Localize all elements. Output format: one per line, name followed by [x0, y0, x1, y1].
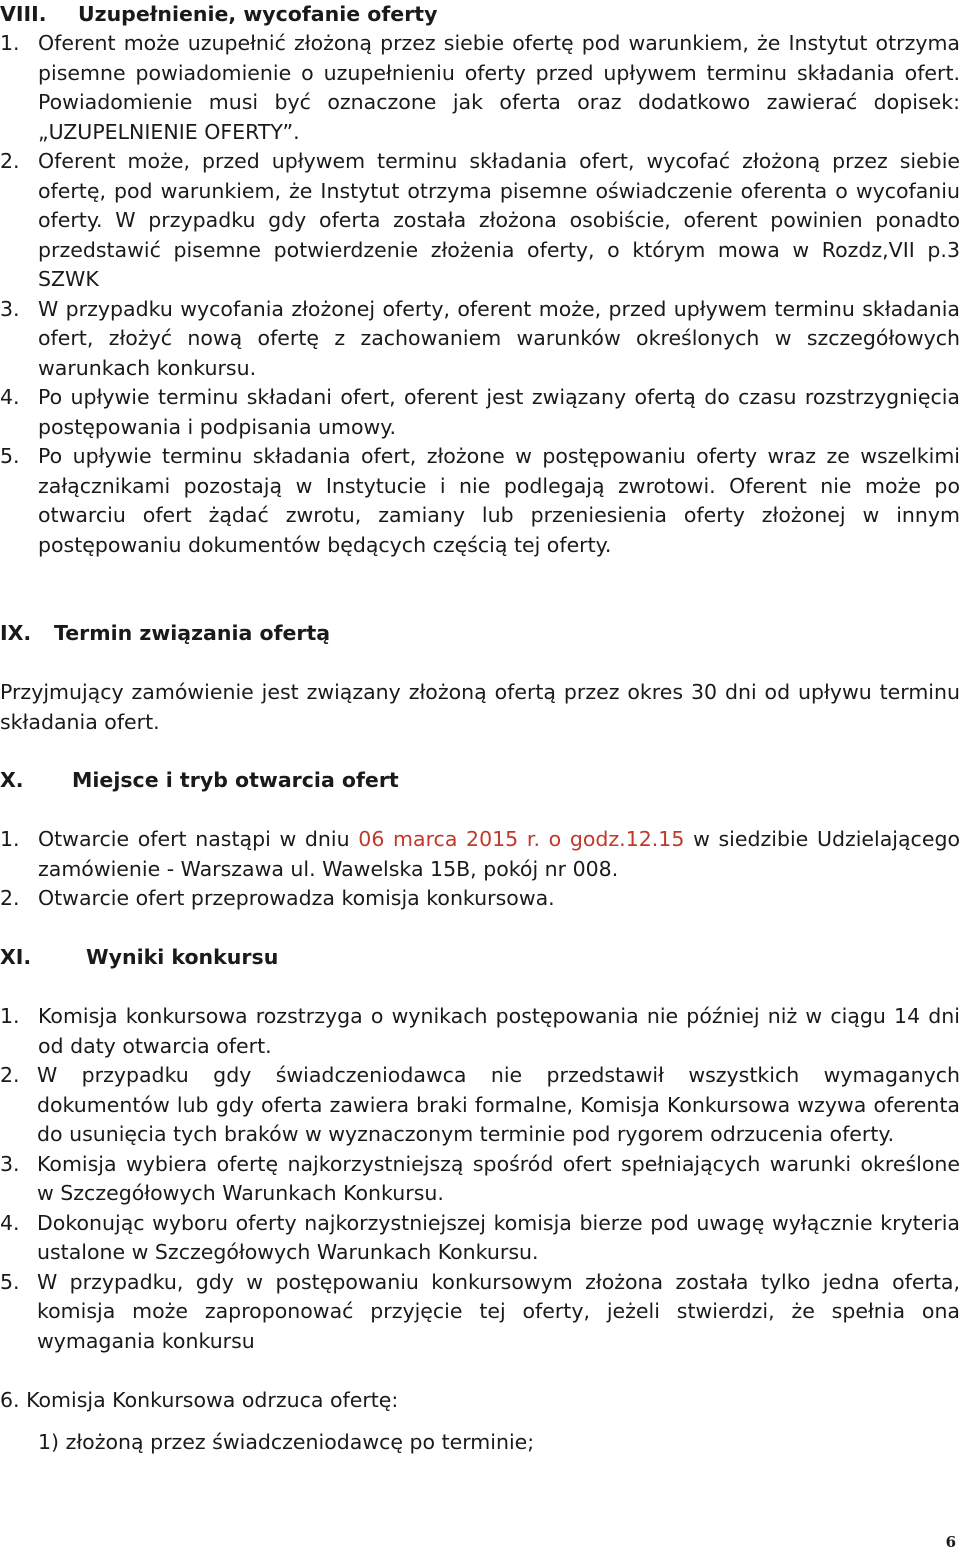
item-text: Oferent może, przed upływem terminu składania ofert, wycofać złożoną przez siebie ofertę, pod warunkiem, że Instytut otrzyma pisemne oświadczenie oferenta o wycofaniu oferty. W przypadku gdy oferta została złożona osobiście, oferent powinien ponadto przedstawić pisemne potwierdzenie złożenia oferty, o którym mowa w Rozdz,VII p.3 SZWK: [38, 149, 960, 291]
item-number: 2.: [0, 149, 20, 173]
item-number: 1.: [0, 1004, 20, 1028]
item-text: W przypadku gdy świadczeniodawca nie przedstawił wszystkich wymaganych dokumentów lub gdy oferta zawiera braki formalne, Komisja Konkursowa wzywa oferenta do usunięcia tych braków w wyznaczonym terminie pod rygorem odrzucenia oferty.: [37, 1063, 960, 1146]
item-text: Komisja Konkursowa odrzuca ofertę:: [26, 1388, 399, 1412]
list-item: [0, 442, 960, 560]
list-item: [0, 29, 960, 147]
item-text: Otwarcie ofert przeprowadza komisja konkursowa.: [38, 886, 555, 910]
list-item: [0, 825, 960, 884]
section-viii-list: [0, 29, 960, 560]
item-text: Oferent może uzupełnić złożoną przez siebie ofertę pod warunkiem, że Instytut otrzyma pisemne powiadomienie o uzupełnieniu oferty przed upływem terminu składania ofert. Powiadomienie musi być oznaczone jak oferta oraz dodatkowo zawierać dopisek: „UZUPELNIENIE OFERTY”.: [38, 31, 960, 144]
item-number: 4.: [0, 1210, 20, 1235]
item-number: 2.: [0, 886, 20, 910]
section-number: VIII.: [0, 2, 47, 26]
section-number: XI.: [0, 945, 32, 969]
item-text: Dokonując wyboru oferty najkorzystniejszej komisja bierze pod uwagę wyłącznie kryteria ustalone w Szczegółowych Warunkach Konkursu.: [37, 1210, 960, 1264]
section-title: Uzupełnienie, wycofanie oferty: [78, 2, 438, 26]
list-item: [0, 1268, 960, 1357]
page-number: 6: [945, 1533, 956, 1551]
section-viii-heading: [0, 0, 960, 30]
section-number: IX.: [0, 621, 32, 645]
item-text: Komisja wybiera ofertę najkorzystniejszą spośród ofert spełniających warunki określone w Szczegółowych Warunkach Konkursu.: [37, 1151, 960, 1205]
list-item: [0, 295, 960, 384]
item-text: Komisja konkursowa rozstrzyga o wynikach postępowania nie później niż w ciągu 14 dni od daty otwarcia ofert.: [38, 1004, 960, 1058]
section-x-list: [0, 825, 960, 914]
item-text: Po upływie terminu składania ofert, złożone w postępowaniu oferty wraz ze wszelkimi załącznikami pozostają w Instytucie i nie podlegają zwrotowi. Oferent nie może po otwarciu ofert żądać zwrotu, zamiany lub przeniesienia oferty złożonej w innym postępowaniu dokumentów będących częścią tej oferty.: [38, 444, 960, 557]
item-text: Po upływie terminu składani ofert, oferent jest związany ofertą do czasu rozstrzygnięcia postępowania i podpisania umowy.: [38, 385, 960, 439]
list-item: [0, 1150, 960, 1209]
item-number: 1.: [0, 31, 20, 55]
item-text: W przypadku, gdy w postępowaniu konkursowym złożona została tylko jedna oferta, komisja może zaproponować przyjęcie tej oferty, jeżeli stwierdzi, że spełnia ona wymagania konkursu: [37, 1269, 960, 1353]
list-item: [0, 1061, 960, 1150]
list-item: [0, 1002, 960, 1061]
list-item: [0, 884, 960, 914]
item-text-after: w siedzibie Udzielającego zamówienie - Warszawa ul. Wawelska 15B, pokój nr 008.: [38, 827, 960, 881]
section-title: Termin związania ofertą: [54, 621, 331, 645]
item-number: 5.: [0, 1269, 20, 1294]
item-number: 2.: [0, 1063, 20, 1087]
section-xi-list: [0, 1002, 960, 1356]
section-title: Wyniki konkursu: [86, 945, 279, 969]
list-item: [0, 1209, 960, 1268]
item-number: 4.: [0, 385, 20, 409]
item-text-before: Otwarcie ofert nastąpi w dniu: [38, 827, 359, 851]
section-ix-heading: [0, 619, 960, 649]
sub-list-item: [38, 1428, 534, 1458]
section-xi-heading: [0, 943, 960, 973]
item-text: W przypadku wycofania złożonej oferty, oferent może, przed upływem terminu składania ofert, złożyć nową ofertę z zachowaniem warunków określonych w szczegółowych warunkach konkursu.: [38, 296, 960, 380]
item-number: 1): [38, 1430, 60, 1454]
list-item: [0, 383, 960, 442]
section-title: Miejsce i tryb otwarcia ofert: [72, 768, 399, 792]
item-text: złożoną przez świadczeniodawcę po terminie;: [65, 1430, 535, 1454]
item-number: 1.: [0, 827, 20, 851]
opening-date-highlight: 06 marca 2015 r. o godz.12.15: [358, 827, 685, 851]
list-item: [0, 147, 960, 295]
section-x-heading: [0, 766, 960, 796]
item-number: 5.: [0, 444, 20, 468]
item-number: 3.: [0, 296, 20, 321]
section-ix-text: Przyjmujący zamówienie jest związany złożoną ofertą przez okres 30 dni od upływu terminu składania ofert.: [0, 680, 960, 734]
section-number: X.: [0, 768, 24, 792]
section-xi-item-6: [0, 1386, 960, 1416]
item-number: 3.: [0, 1151, 20, 1176]
item-number: 6.: [0, 1388, 20, 1412]
